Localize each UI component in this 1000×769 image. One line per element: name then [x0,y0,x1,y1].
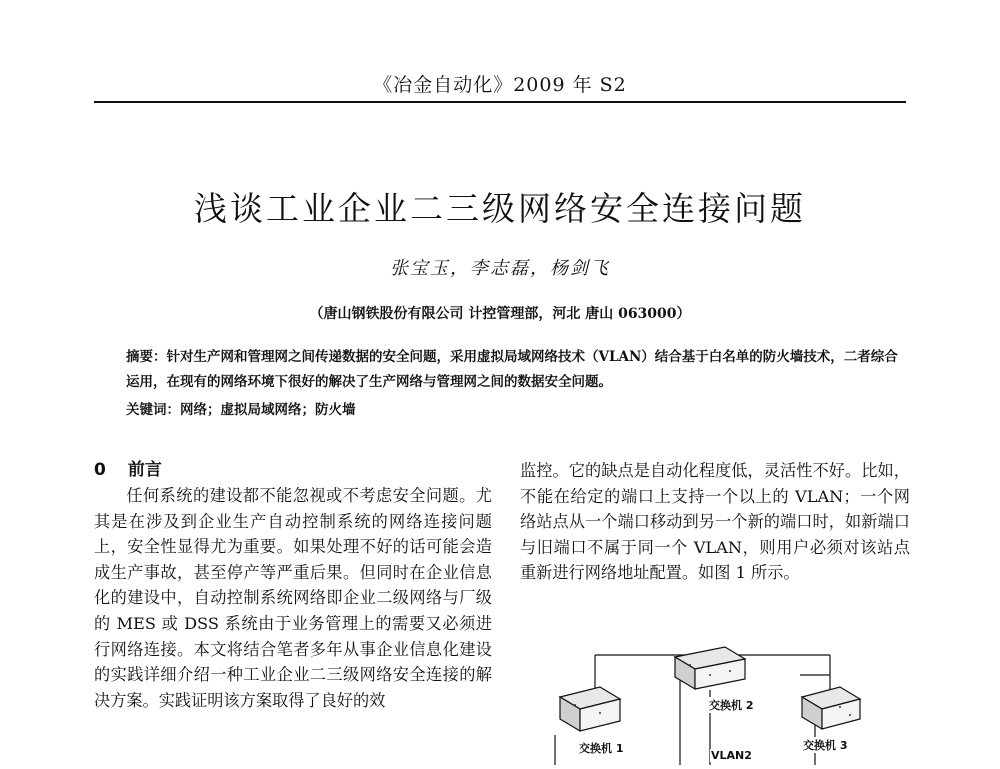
abstract [126,345,906,395]
keywords-label: 关键词： [126,402,180,418]
keywords [126,398,906,418]
intro-paragraph: 任何系统的建设都不能忽视或不考虑安全问题。尤其是在涉及到企业生产自动控制系统的网络连接问题上，安全性显得尤为重要。如果处理不好的话可能会造成生产事故，甚至停产等严重后果。但同时在企业信息化的建设中，自动控制系统网络即企业二级网络与厂级的 MES 或 DSS 系统由于业务管理上的需要又必须进行网络连接。本文将结合笔者多年从事企业信息化建设的实践详细介绍一种工业企业二三级网络安全连接的解决方案。实践证明该方案取得了良好的效 [94,486,492,710]
section-heading [94,457,492,483]
abstract-label: 摘要： [126,349,167,365]
keywords-text: 网络；虚拟局域网络；防火墙 [180,402,356,418]
switch-2-label: 交换机 2 [709,699,754,712]
switch-1-icon [560,687,620,731]
header-rule [94,101,906,103]
abstract-text: 针对生产网和管理网之间传递数据的安全问题，采用虚拟局域网络技术（VLAN）结合基于白名单的防火墙技术，二者综合运用，在现有的网络环境下很好的解决了生产网络与管理网之间的数据安全问题。 [126,349,898,390]
right-column [520,457,910,586]
switch-3-icon [802,687,860,729]
switch-2-icon [675,647,745,689]
paper-authors: 张宝玉，李志磊，杨剑飞 [390,258,610,279]
vlan2-label: VLAN2 [711,749,752,762]
section-number: 0 [94,460,106,480]
left-column [94,457,492,713]
section-title: 前言 [127,460,162,480]
journal-header: 《冶金自动化》2009 年 S2 [373,74,627,96]
switch-3-label: 交换机 3 [803,739,848,752]
switch-1-label: 交换机 1 [579,742,624,755]
vlan-paragraph: 监控。它的缺点是自动化程度低，灵活性不好。比如，不能在给定的端口上支持一个以上的 VLAN；一个网络站点从一个端口移动到另一个新的端口时，如新端口与旧端口不属于同一个 VLAN，则用户必须对该站点重新进行网络地址配置。如图 1 所示。 [520,461,910,583]
paper-affiliation: （唐山钢铁股份有限公司 计控管理部，河北 唐山 063000） [309,306,691,322]
paper-title: 浅谈工业企业二三级网络安全连接问题 [194,189,806,228]
network-figure [540,645,870,765]
